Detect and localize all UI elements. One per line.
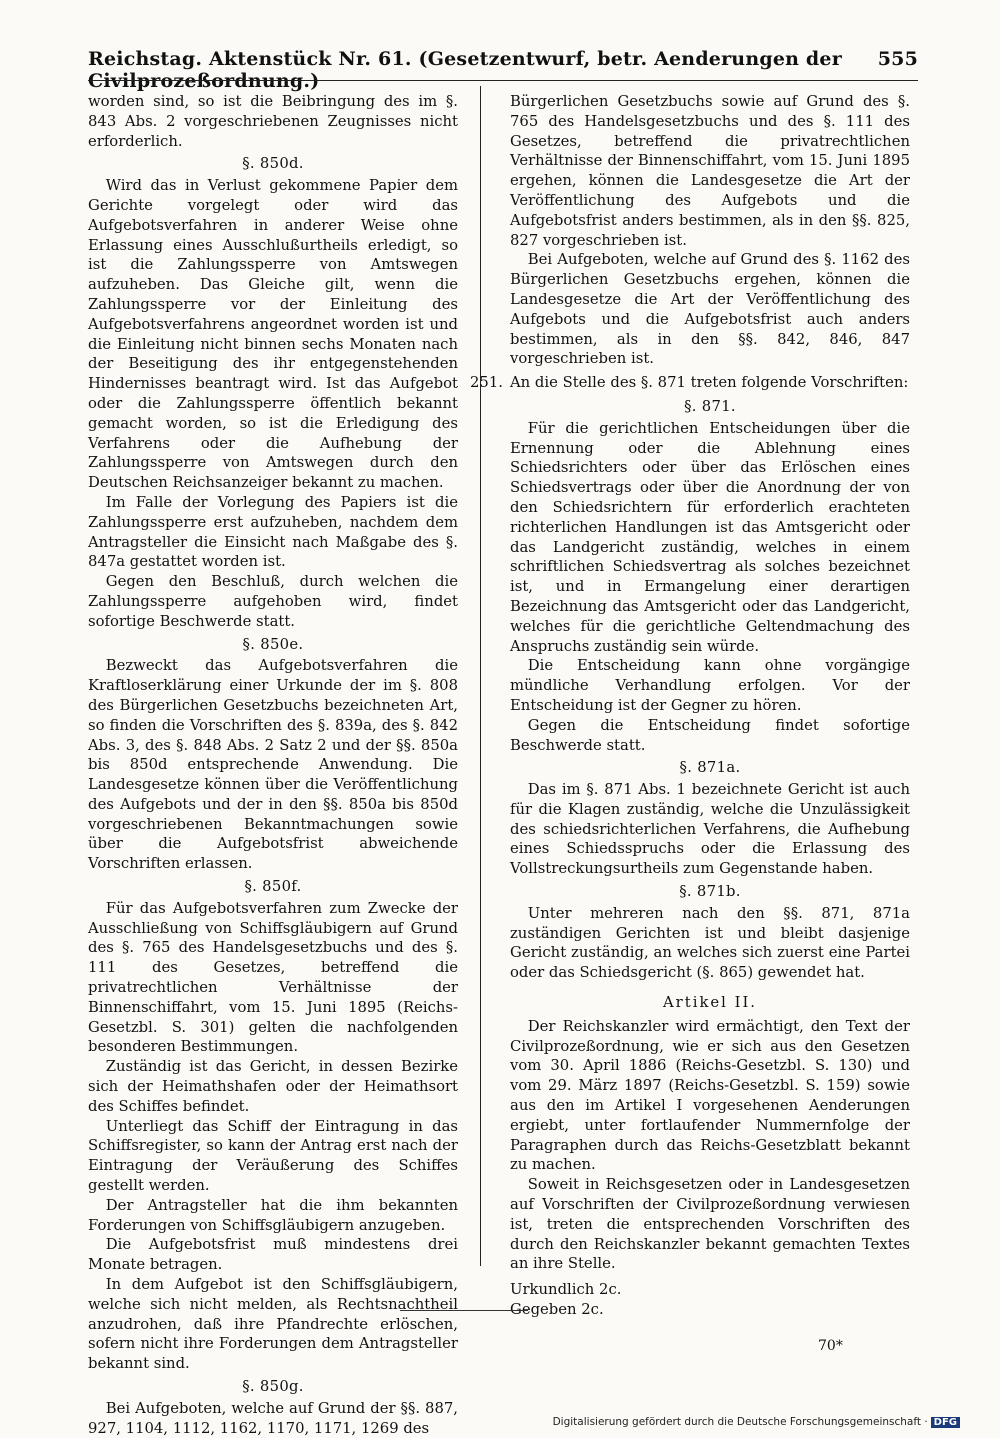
paragraph: Das im §. 871 Abs. 1 bezeichnete Gericht ist auch für die Klagen zuständig, welche die Unzulässigkeit des schiedsrichterlichen Verfahrens, die Aufhebung eines Schiedsspruchs oder die Erlassung des Vollstreckungsurtheils zum Gegenstande haben. xyxy=(510,781,910,878)
paragraph: Die Aufgebotsfrist muß mindestens drei Monate betragen. xyxy=(88,1236,458,1274)
paragraph: Gegen den Beschluß, durch welchen die Zahlungssperre aufgehoben wird, findet sofortige Beschwerde statt. xyxy=(88,573,458,630)
paragraph: Für die gerichtlichen Entscheidungen über die Ernennung oder die Ablehnung eines Schiedsrichters oder über das Erlöschen eines Schiedsvertrags oder über die Anordnung der von den Schiedsrichtern für erforderlich erachteten richterlichen Handlungen ist das Amtsgericht oder das Landgericht zuständig, welches in einem schriftlichen Schiedsvertrag als solches bezeichnet ist, und in Ermangelung einer derartigen Bezeichnung das Amtsgericht oder das Landgericht, welches für die gerichtliche Geltendmachung des Anspruchs zuständig sein würde. xyxy=(510,419,910,655)
section-heading: §. 850d. xyxy=(242,155,304,173)
paragraph: Unterliegt das Schiff der Eintragung in das Schiffsregister, so kann der Antrag erst nach der Eintragung der Veräußerung des Schiffes gestellt werden. xyxy=(88,1117,458,1195)
section-heading: §. 850f. xyxy=(244,878,302,896)
running-title: Reichstag. Aktenstück Nr. 61. (Gesetzentwurf, betr. Aenderungen der Civilprozeßordnung.) xyxy=(88,48,842,92)
paragraph: Soweit in Reichsgesetzen oder in Landesgesetzen auf Vorschriften der Civilprozeßordnung verwiesen ist, treten die entsprechenden Vorschriften des durch den Reichskanzler bekannt gemachten Textes an ihre Stelle. xyxy=(510,1176,910,1273)
footer-text: Digitalisierung gefördert durch die Deutsche Forschungsgemeinschaft · xyxy=(552,1416,928,1428)
printer-signature: 70* xyxy=(818,1338,843,1354)
right-column-body xyxy=(470,92,910,1274)
paragraph: Wird das in Verlust gekommene Papier dem Gerichte vorgelegt oder wird das Aufgebotsverfahren in anderer Weise ohne Erlassung eines Ausschlußurtheils erledigt, so ist die Zahlungssperre von Amtswegen aufzuheben. Das Gleiche gilt, wenn die Zahlungssperre vor der Einleitung des Aufgebotsverfahrens angeordnet worden ist und die Einleitung nicht binnen sechs Monaten nach der Beseitigung des ihr entgegenstehenden Hindernisses beantragt wird. Ist das Aufgebot oder die Zahlungssperre öffentlich bekannt gemacht worden, so ist die Erledigung des Verfahrens oder die Aufhebung der Zahlungssperre von Amtswegen durch den Deutschen Reichsanzeiger bekannt zu machen. xyxy=(88,177,458,492)
section-heading: §. 871a. xyxy=(679,759,741,777)
footnote-rule xyxy=(400,1310,528,1311)
paragraph: Bürgerlichen Gesetzbuchs sowie auf Grund des §. 765 des Handelsgesetzbuchs und des §. 111 des Gesetzes, betreffend die privatrechtlichen Verhältnisse der Binnenschiffahrt, vom 15. Juni 1895 ergehen, können die Landesgesetze die Art der Veröffentlichung des Aufgebots und die Aufgebotsfrist anders bestimmen, als in den §§. 825, 827 vorgeschrieben ist. xyxy=(510,93,910,249)
paragraph: In dem Aufgebot ist den Schiffsgläubigern, welche sich nicht melden, als Rechtsnachtheil anzudrohen, daß ihre Pfandrechte erlöschen, sofern nicht ihre Forderungen dem Antragsteller bekannt sind. xyxy=(88,1276,458,1373)
closing-line: Urkundlich 2c. xyxy=(510,1281,622,1299)
paragraph: Der Antragsteller hat die ihm bekannten Forderungen von Schiffsgläubigern anzugeben. xyxy=(88,1196,458,1234)
section-heading: §. 850e. xyxy=(242,635,304,653)
paragraph: Im Falle der Vorlegung des Papiers ist die Zahlungssperre erst aufzuheben, nachdem dem Antragsteller die Einsicht nach Maßgabe des §. 847a gestattet worden ist. xyxy=(88,493,458,571)
paragraph: Bezweckt das Aufgebotsverfahren die Kraftloserklärung einer Urkunde der im §. 808 des Bürgerlichen Gesetzbuchs bezeichneten Art, so finden die Vorschriften des §. 839a, des §. 842 Abs. 3, des §. 848 Abs. 2 Satz 2 und der §§. 850a bis 850d entsprechende Anwendung. Die Landesgesetze können über die Veröffentlichung des Aufgebots und der in den §§. 850a bis 850d vorgeschriebenen Bekanntmachungen sowie über die Aufgebotsfrist abweichende Vorschriften erlassen. xyxy=(88,657,458,873)
paragraph: Unter mehreren nach den §§. 871, 871a zuständigen Gerichten ist und bleibt dasjenige Gericht zuständig, an welches sich zuerst eine Partei oder das Schiedsgericht (§. 865) gewendet hat. xyxy=(510,904,910,982)
paragraph: Bei Aufgeboten, welche auf Grund der §§. 887, 927, 1104, 1112, 1162, 1170, 1171, 1269 des xyxy=(88,1399,458,1437)
paragraph: Gegen die Entscheidung findet sofortige Beschwerde statt. xyxy=(510,716,910,754)
header-rule xyxy=(88,80,918,81)
section-heading: §. 871b. xyxy=(679,883,741,901)
paragraph: Zuständig ist das Gericht, in dessen Bezirke sich der Heimathshafen oder der Heimathsort des Schiffes befindet. xyxy=(88,1058,458,1115)
paragraph: Der Reichskanzler wird ermächtigt, den Text der Civilprozeßordnung, wie er sich aus den Gesetzen vom 30. April 1886 (Reichs-Gesetzbl. S. 130) und vom 29. März 1897 (Reichs-Gesetzbl. S. 159) sowie aus den im Artikel I vorgesehenen Aenderungen ergiebt, unter fortlaufender Nummernfolge der Paragraphen durch das Reichs-Gesetzblatt bekannt zu machen. xyxy=(510,1017,910,1174)
paragraph: Für das Aufgebotsverfahren zum Zwecke der Ausschließung von Schiffsgläubigern auf Grund des §. 765 des Handelsgesetzbuchs und des §. 111 des Gesetzes, betreffend die privatrechtlichen Verhältnisse der Binnenschiffahrt, vom 15. Juni 1895 (Reichs-Gesetzbl. S. 301) gelten die nachfolgenden besonderen Bestimmungen. xyxy=(88,899,458,1056)
closing-line: Gegeben 2c. xyxy=(510,1301,604,1319)
left-column xyxy=(88,92,458,1438)
digitization-footer xyxy=(553,1416,960,1428)
section-heading: §. 871. xyxy=(684,397,736,415)
item-text: An die Stelle des §. 871 treten folgende Vorschriften: xyxy=(510,374,909,392)
dfg-logo: DFG xyxy=(931,1417,960,1428)
article-heading: Artikel II. xyxy=(663,994,757,1012)
paragraph: Bei Aufgeboten, welche auf Grund des §. 1162 des Bürgerlichen Gesetzbuchs ergehen, können die Landesgesetze die Art der Veröffentlichung des Aufgebots und die Aufgebotsfrist auch anders bestimmen, als in den §§. 842, 846, 847 vorgeschrieben ist. xyxy=(510,251,910,368)
paragraph: worden sind, so ist die Beibringung des im §. 843 Abs. 2 vorgeschriebenen Zeugnisses nicht erforderlich. xyxy=(88,93,458,150)
item-number: 251. xyxy=(470,374,503,392)
page-header xyxy=(88,44,918,90)
section-heading: §. 850g. xyxy=(242,1378,304,1395)
right-column xyxy=(470,92,910,1320)
closing-formula xyxy=(510,1280,910,1320)
column-divider xyxy=(480,86,481,1266)
page-number: 555 xyxy=(877,48,918,70)
numbered-item xyxy=(470,373,910,393)
paragraph: Die Entscheidung kann ohne vorgängige mündliche Verhandlung erfolgen. Vor der Entscheidung ist der Gegner zu hören. xyxy=(510,657,910,714)
